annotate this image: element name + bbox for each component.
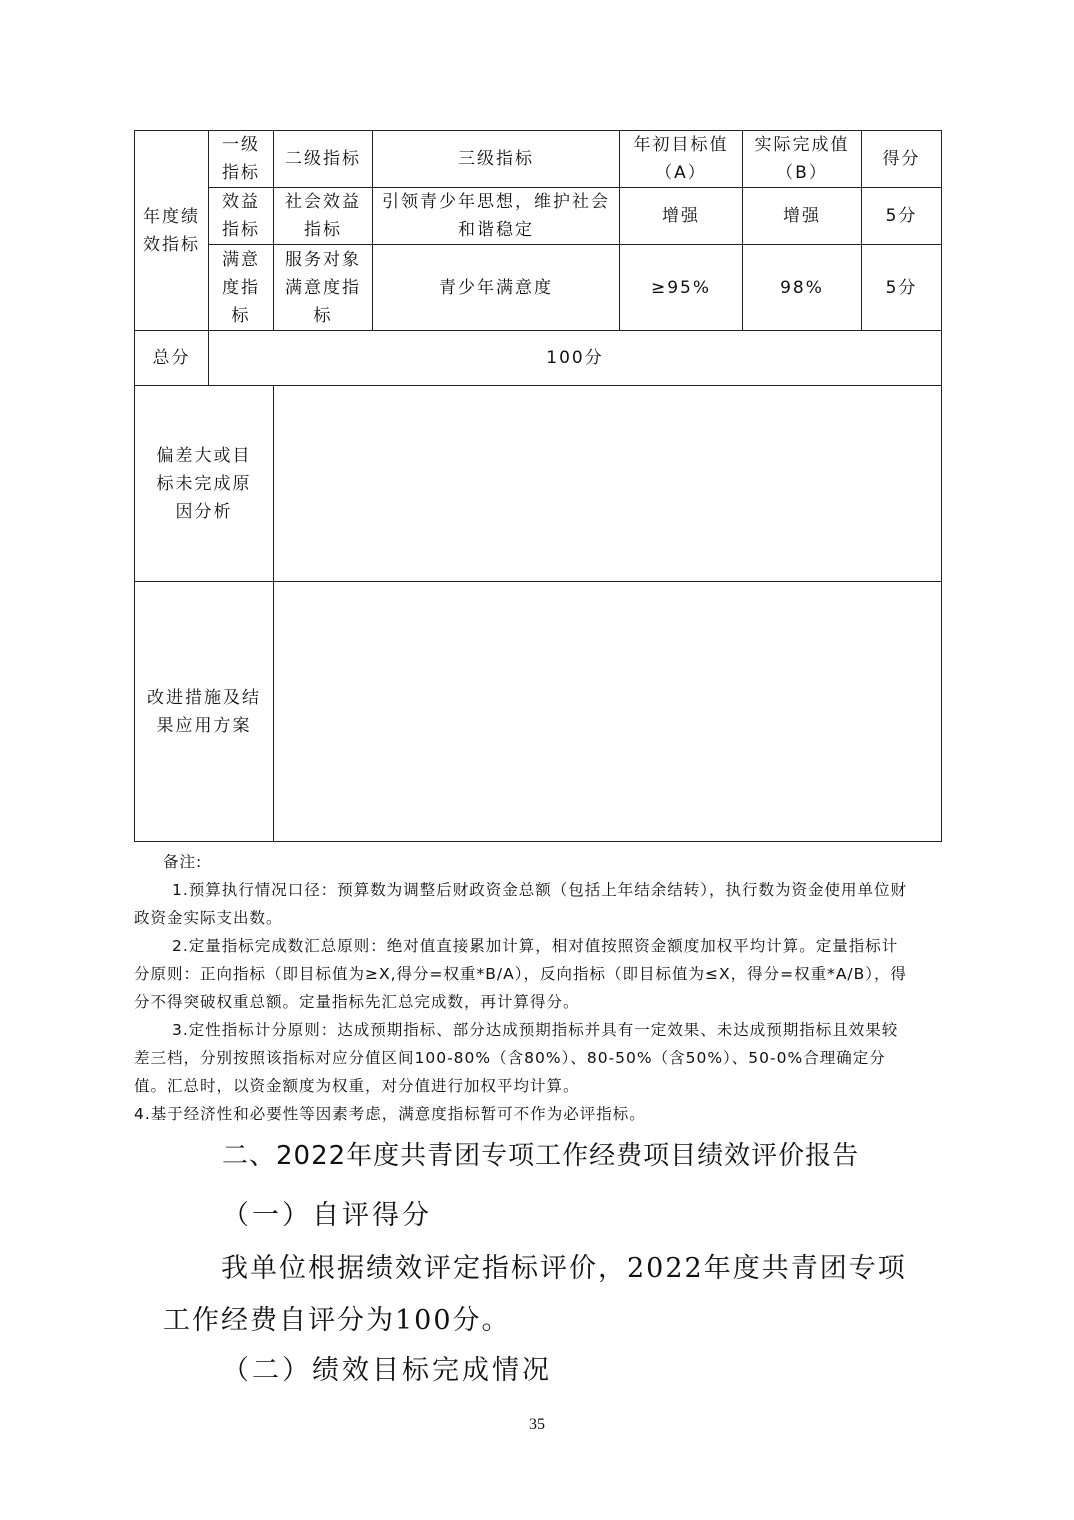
row1-target: 增强: [620, 188, 743, 245]
row1-level2: 社会效益指标: [274, 188, 373, 245]
row1-actual: 增强: [743, 188, 862, 245]
note-item-4: 4.基于经济性和必要性等因素考虑，满意度指标暂可不作为必评指标。: [134, 1105, 646, 1123]
section1-body: 我单位根据绩效评定指标评价，2022年度共青团专项工作经费自评分为100分。: [163, 1253, 907, 1336]
header-target: 年初目标值（A）: [620, 131, 743, 188]
note-item-1: 1.预算执行情况口径：预算数为调整后财政资金总额（包括上年结余结转），执行数为资金使用单位财政资金实际支出数。: [134, 881, 908, 927]
note-item-2: 2.定量指标完成数汇总原则：绝对值直接累加计算，相对值按照资金额度加权平均计算。定量指标计分原则：正向指标（即目标值为≥X,得分=权重*B/A），反向指标（即目标值为≤X，得分=权重*A/B），得分不得突破权重总额。定量指标先汇总完成数，再计算得分。: [134, 937, 908, 1011]
section-heading: 二、2022年度共青团专项工作经费项目绩效评价报告: [222, 1141, 860, 1171]
total-value: 100分: [209, 331, 942, 386]
row2-target: ≥95%: [620, 245, 743, 331]
row2-level2: 服务对象满意度指标: [274, 245, 373, 331]
table-row: [135, 188, 942, 245]
total-label: 总分: [135, 331, 209, 386]
table-row: [135, 245, 942, 331]
row2-level3: 青少年满意度: [373, 245, 620, 331]
row2-score: 5分: [862, 245, 942, 331]
header-score: 得分: [862, 131, 942, 188]
total-row: [135, 331, 942, 386]
section2-title: （二）绩效目标完成情况: [222, 1355, 552, 1386]
header-actual: 实际完成值（B）: [743, 131, 862, 188]
notes-section: [134, 848, 913, 1128]
page-number: 35: [529, 1416, 545, 1433]
improve-label: 改进措施及结果应用方案: [135, 582, 274, 842]
row2-level1: 满意度指标: [209, 245, 274, 331]
improve-row: [135, 582, 942, 842]
row2-actual: 98%: [743, 245, 862, 331]
performance-table: [134, 130, 942, 842]
notes-label: 备注:: [163, 853, 203, 871]
note-item-3: 3.定性指标计分原则：达成预期指标、部分达成预期指标并具有一定效果、未达成预期指标且效果较差三档，分别按照该指标对应分值区间100-80%（含80%）、80-50%（含50%）、50-0%合理确定分值。汇总时，以资金额度为权重，对分值进行加权平均计算。: [134, 1021, 899, 1095]
header-level3: 三级指标: [373, 131, 620, 188]
group-label-cell: 年度绩效指标: [135, 131, 209, 331]
row1-score: 5分: [862, 188, 942, 245]
deviation-label: 偏差大或目标未完成原因分析: [135, 386, 274, 582]
improve-value: [274, 582, 942, 842]
table-header-row: [135, 131, 942, 188]
row1-level3: 引领青少年思想，维护社会和谐稳定: [373, 188, 620, 245]
row1-level1: 效益指标: [209, 188, 274, 245]
header-level1: 一级指标: [209, 131, 274, 188]
header-level2: 二级指标: [274, 131, 373, 188]
deviation-value: [274, 386, 942, 582]
section1-title: （一）自评得分: [222, 1200, 432, 1231]
deviation-row: [135, 386, 942, 582]
